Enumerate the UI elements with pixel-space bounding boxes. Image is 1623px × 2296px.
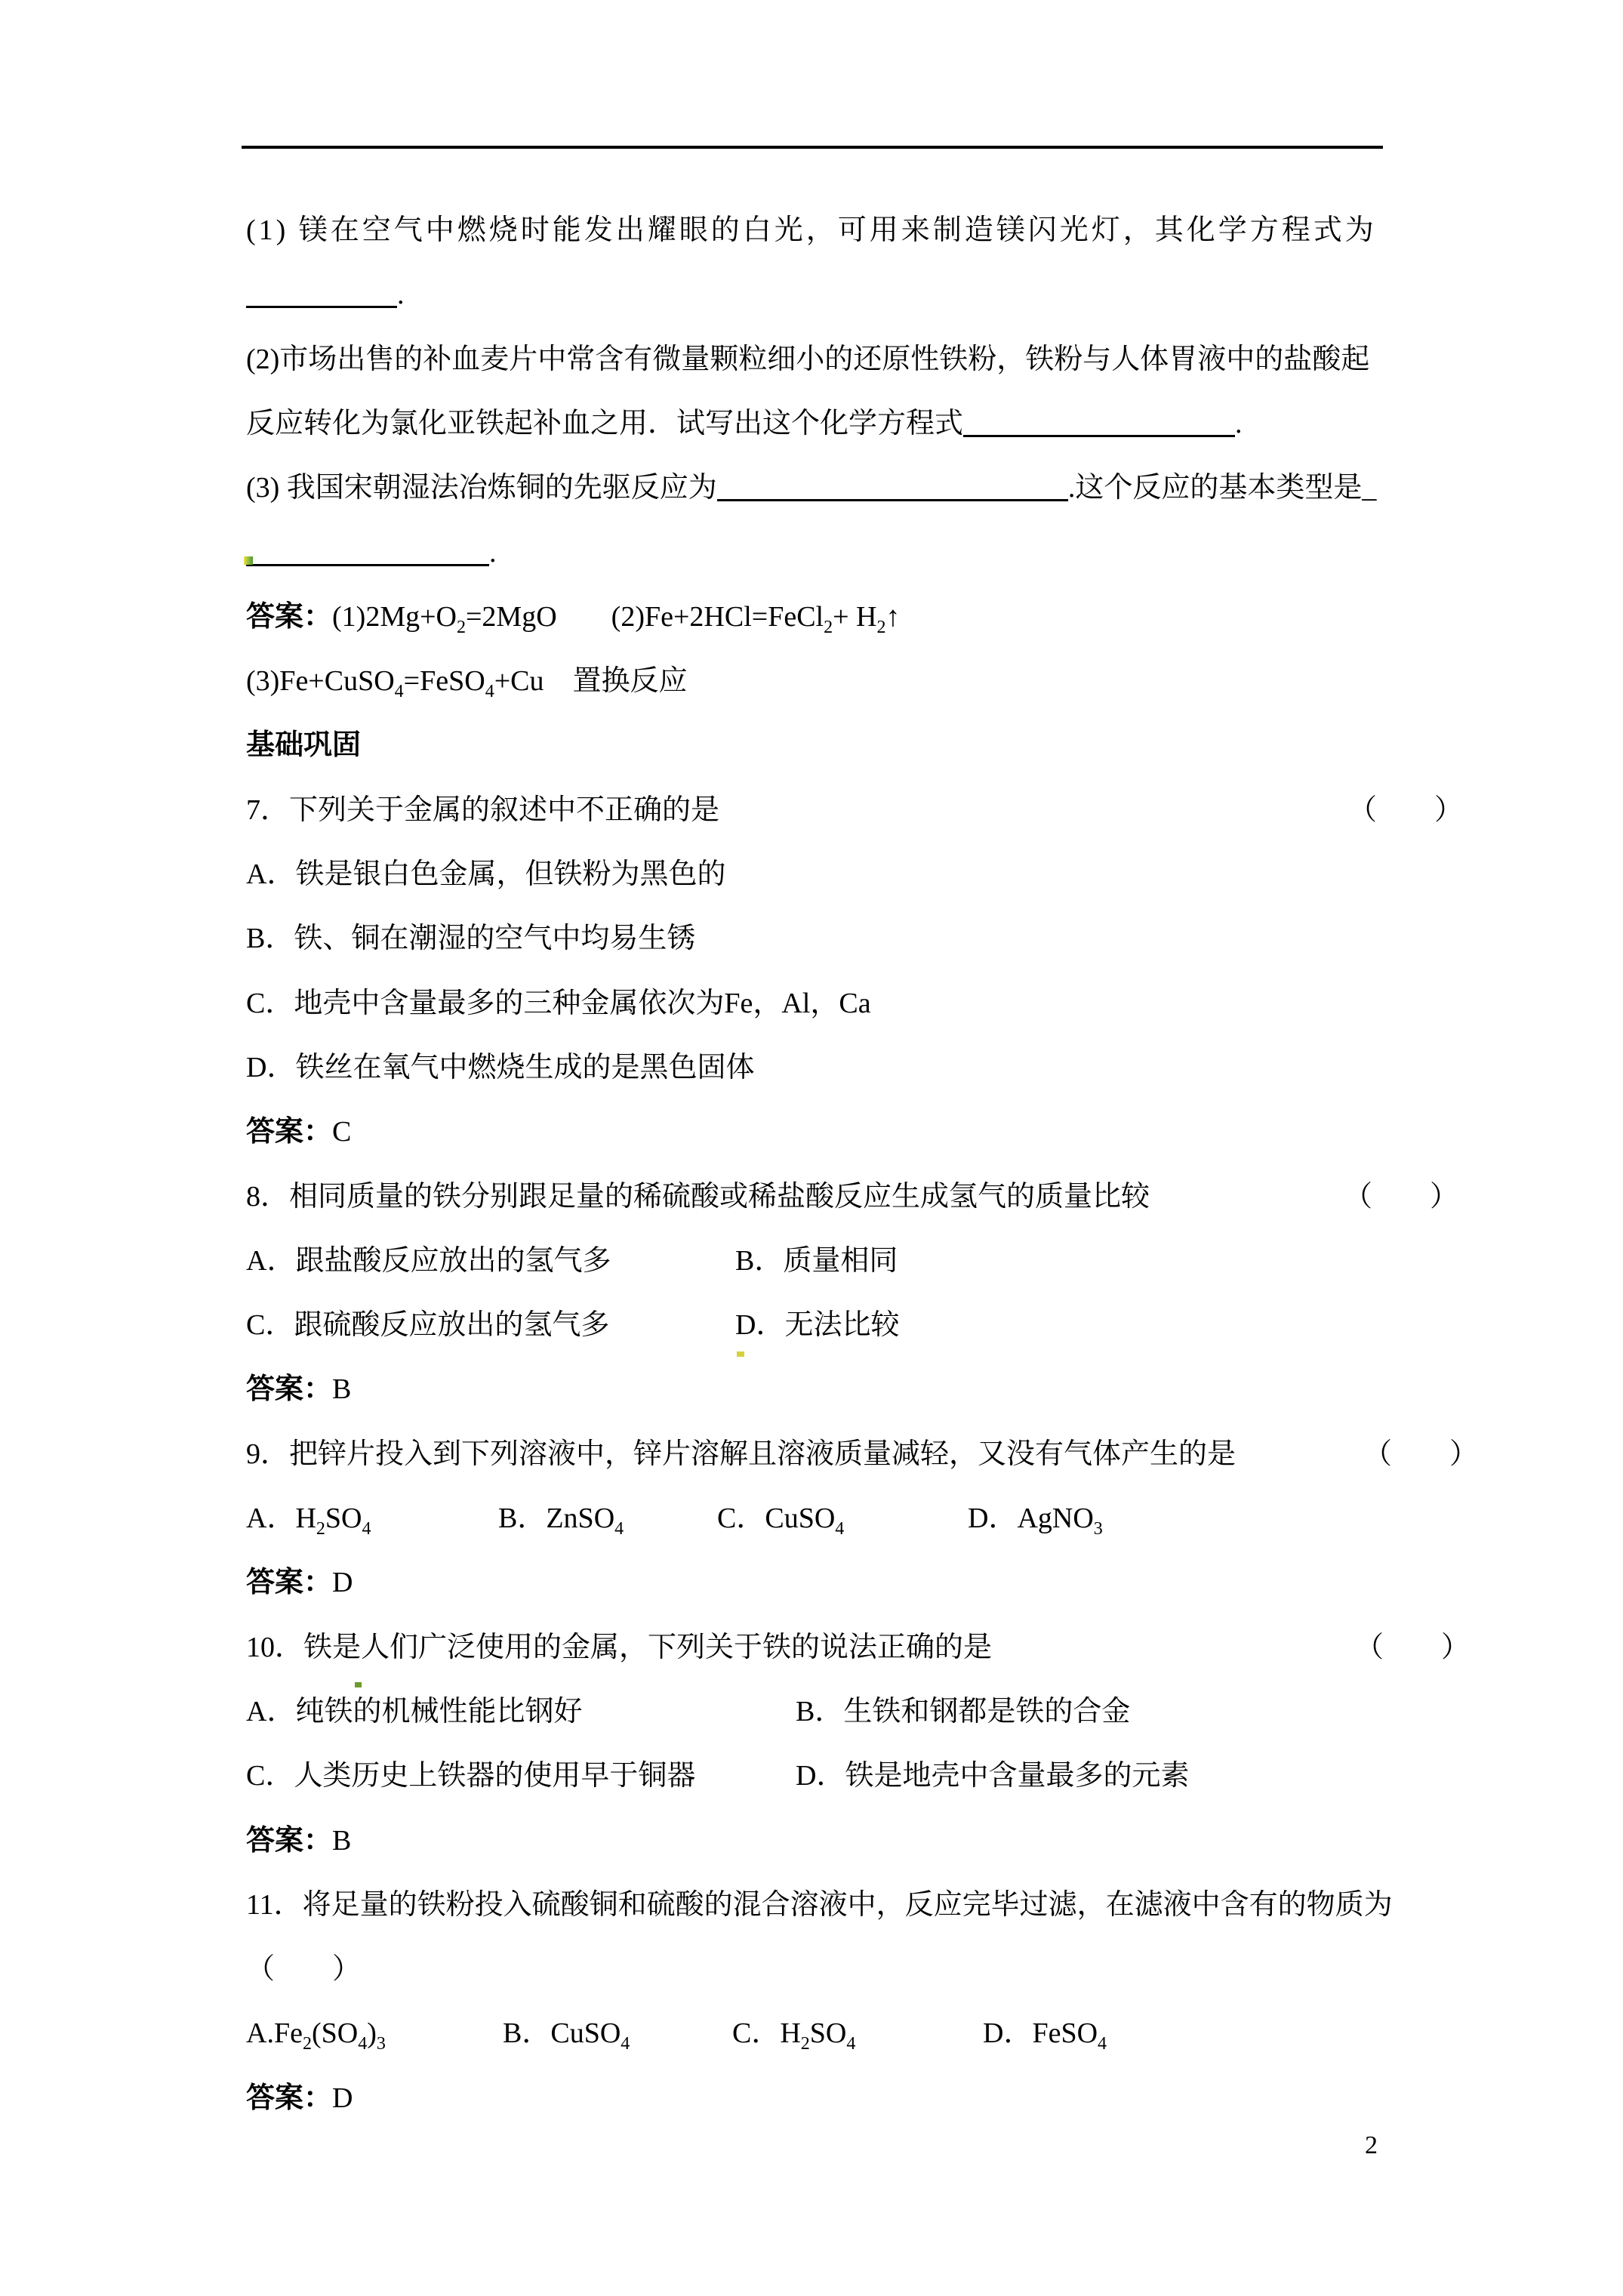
line-fragment: [246, 1758, 695, 1794]
line-text: A．H: [246, 1502, 316, 1534]
line-text: 9．把锌片投入到下列溶液中，锌片溶解且溶液质量减轻，又没有气体产生的是: [246, 1438, 1236, 1470]
line-text: （ ）: [1355, 1632, 1471, 1663]
line-fragment: [717, 1500, 845, 1539]
label-bold-text: 答案：: [246, 601, 333, 633]
line-fragment: [246, 1693, 582, 1730]
q7-option-d: [0, 1049, 1623, 1086]
line-text: D: [332, 2082, 353, 2114]
line-text: + H: [833, 601, 877, 633]
line-text: SO: [325, 1502, 362, 1534]
line-fragment: [246, 792, 719, 828]
line-text: A．跟盐酸反应放出的氢气多: [246, 1245, 611, 1277]
line-text: 反应转化为氯化亚铁起补血之用．试写出这个化学方程式: [246, 408, 964, 439]
line-text: (3)Fe+CuSO: [246, 665, 395, 697]
line-text: B．ZnSO: [498, 1502, 615, 1534]
line-text: (1) 镁在空气中燃烧时能发出耀眼的白光，可用来制造镁闪光灯，其化学方程式为: [246, 214, 1377, 246]
line-text: .: [397, 279, 405, 310]
chemical-subscript: 4: [358, 2034, 368, 2054]
line-text: D．铁丝在氧气中燃烧生成的是黑色固体: [246, 1052, 755, 1083]
line-text: D．铁是地壳中含量最多的元素: [796, 1760, 1190, 1792]
inline-spacer: [557, 618, 611, 626]
line-text: B: [332, 1373, 352, 1405]
line-fragment: [246, 985, 871, 1022]
line-text: 11．将足量的铁粉投入硫酸铜和硫酸的混合溶液中，反应完毕过滤，在滤液中含有的物质为: [246, 1889, 1393, 1921]
line-fragment: [246, 1243, 611, 1279]
chemical-subscript: 4: [362, 1519, 371, 1539]
line-text: 7．下列关于金属的叙述中不正确的是: [246, 794, 720, 826]
line-text: SO: [809, 2017, 847, 2049]
label-bold-text: 基础巩固: [246, 729, 362, 761]
line-fragment: [246, 599, 900, 635]
line-text: .: [1235, 408, 1243, 439]
q7-option-c: [0, 985, 1623, 1022]
line-text: B．铁、铜在潮湿的空气中均易生锈: [246, 923, 696, 954]
line-text: B．CuSO: [503, 2017, 621, 2049]
chemical-subscript: 4: [1098, 2034, 1107, 2054]
line-text: ): [367, 2017, 377, 2049]
line-text: D: [332, 1567, 353, 1598]
q6-part3-text: [0, 470, 1623, 506]
line-fragment: [246, 212, 1377, 248]
line-text: (SO: [311, 2017, 359, 2049]
line-text: C．人类历史上铁器的使用早于铜器: [246, 1760, 696, 1792]
line-text: B．质量相同: [735, 1245, 898, 1277]
line-fragment: [246, 535, 497, 571]
label-bold-text: 答案：: [246, 1825, 333, 1857]
line-fragment: [246, 920, 695, 957]
line-fragment: [246, 2015, 386, 2054]
line-text: （ ）: [1348, 794, 1464, 826]
q7-stem: [0, 792, 1623, 828]
line-text: =2MgO: [466, 601, 557, 633]
line-fragment: [1348, 792, 1463, 828]
line-fragment: [246, 856, 725, 892]
label-bold-text: 答案：: [246, 1567, 333, 1598]
line-text: D．无法比较: [735, 1309, 900, 1341]
smudge-green: [355, 1682, 362, 1687]
line-text: A．铁是银白色金属，但铁粉为黑色的: [246, 858, 726, 890]
q7-answer: [0, 1114, 1623, 1150]
line-fragment: [735, 1243, 898, 1279]
chemical-subscript: 4: [835, 1519, 845, 1539]
label-bold-text: 答案：: [246, 1116, 333, 1148]
line-text: =FeSO: [403, 665, 485, 697]
q6-part2-text-line2: [0, 405, 1623, 442]
chemical-subscript: 2: [800, 2034, 810, 2054]
q11-options: [0, 2015, 1623, 2054]
q10-stem: [0, 1629, 1623, 1666]
line-fragment: [498, 1500, 624, 1539]
chemical-subscript: 4: [621, 2034, 630, 2054]
line-fragment: [732, 2015, 856, 2054]
line-text: C．跟硫酸反应放出的氢气多: [246, 1309, 610, 1341]
q6-part2-text-line1: [0, 341, 1623, 378]
line-fragment: [968, 1500, 1103, 1539]
line-fragment: [246, 1179, 1150, 1215]
page-number: 2: [1365, 2131, 1378, 2159]
line-fragment: [246, 341, 1369, 378]
line-text: （ ）: [1344, 1181, 1459, 1213]
line-fragment: [246, 1564, 353, 1601]
q9-stem: [0, 1436, 1623, 1472]
line-fragment: [246, 663, 687, 699]
line-text: (3) 我国宋朝湿法冶炼铜的先驱反应为: [246, 472, 717, 504]
q8-options-ab: [0, 1243, 1623, 1279]
line-text: B: [332, 1825, 352, 1857]
line-text: C．地壳中含量最多的三种金属依次为Fe，Al，Ca: [246, 988, 871, 1019]
chemical-subscript: 4: [614, 1519, 624, 1539]
line-fragment: [1363, 1436, 1478, 1472]
line-text: （ ）: [246, 1953, 362, 1985]
line-text: 8．相同质量的铁分别跟足量的稀硫酸或稀盐酸反应生成氢气的质量比较: [246, 1181, 1150, 1213]
line-fragment: [246, 1307, 609, 1343]
smudge-green-yellow: [244, 556, 253, 565]
line-text: +Cu 置换反应: [494, 665, 688, 697]
blank-underline: [246, 283, 397, 308]
blank-underline: [246, 541, 489, 566]
chemical-subscript: 2: [824, 618, 833, 637]
q6-part1-text: [0, 212, 1623, 248]
line-fragment: [735, 1307, 899, 1343]
line-fragment: [246, 1887, 1393, 1923]
line-fragment: [246, 1371, 351, 1407]
line-text: C: [332, 1116, 352, 1148]
blank-underline: [963, 412, 1235, 437]
q7-option-a: [0, 856, 1623, 892]
line-fragment: [796, 1693, 1130, 1730]
chemical-subscript: 3: [376, 2034, 386, 2054]
line-fragment: [1355, 1629, 1470, 1666]
line-text: （ ）: [1363, 1438, 1479, 1470]
chemical-subscript: 4: [485, 682, 494, 701]
line-fragment: [246, 1049, 754, 1086]
line-fragment: [246, 1629, 992, 1666]
line-text: B．生铁和钢都是铁的合金: [796, 1696, 1131, 1727]
line-text: A．纯铁的机械性能比钢好: [246, 1696, 583, 1727]
chemical-subscript: 2: [876, 618, 886, 637]
q11-answer: [0, 2080, 1623, 2116]
chemical-subscript: 2: [316, 1519, 325, 1539]
line-text: A.Fe: [246, 2017, 303, 2049]
line-fragment: [246, 727, 361, 763]
line-fragment: [246, 1951, 361, 1987]
line-text: (2)市场出售的补血麦片中常含有微量颗粒细小的还原性铁粉，铁粉与人体胃液中的盐酸起: [246, 344, 1370, 375]
line-text: C．H: [732, 2017, 801, 2049]
section-heading: [0, 727, 1623, 763]
header-rule: [242, 146, 1383, 149]
chemical-subscript: 2: [457, 618, 466, 637]
line-text: (2)Fe+2HCl=FeCl: [611, 601, 824, 633]
q10-options-cd: [0, 1758, 1623, 1794]
q6-answer-line1: [0, 599, 1623, 635]
chemical-subscript: 2: [302, 2034, 312, 2054]
label-bold-text: 答案：: [246, 1373, 333, 1405]
line-text: (1)2Mg+O: [332, 601, 457, 633]
q8-stem: [0, 1179, 1623, 1215]
q6-answer-line2: [0, 663, 1623, 699]
q10-options-ab: [0, 1693, 1623, 1730]
line-fragment: [246, 2080, 353, 2116]
blank-underline: [717, 476, 1068, 501]
q7-option-b: [0, 920, 1623, 957]
q6-part1-blank: [0, 276, 1623, 313]
line-text: .: [489, 537, 497, 569]
smudge-yellow: [737, 1351, 744, 1357]
line-fragment: [1344, 1179, 1458, 1215]
q9-options: [0, 1500, 1623, 1539]
q9-answer: [0, 1564, 1623, 1601]
line-text: D．FeSO: [983, 2017, 1098, 2049]
line-fragment: [246, 276, 405, 313]
line-fragment: [503, 2015, 630, 2054]
line-fragment: [246, 470, 1376, 506]
line-text: D．AgNO: [968, 1502, 1094, 1534]
label-bold-text: 答案：: [246, 2082, 333, 2114]
line-fragment: [246, 1823, 351, 1859]
line-text: ↑: [885, 601, 901, 633]
q10-answer: [0, 1823, 1623, 1859]
chemical-subscript: 4: [846, 2034, 856, 2054]
line-text: 10．铁是人们广泛使用的金属，下列关于铁的说法正确的是: [246, 1632, 993, 1663]
line-fragment: [983, 2015, 1107, 2054]
line-fragment: [246, 1436, 1236, 1472]
line-text: .这个反应的基本类型是_: [1067, 472, 1377, 504]
line-text: C．CuSO: [717, 1502, 836, 1534]
line-fragment: [246, 1114, 351, 1150]
q11-stem-brackets: [0, 1951, 1623, 1987]
line-fragment: [246, 405, 1243, 442]
chemical-subscript: 3: [1093, 1519, 1103, 1539]
q11-stem-line1: [0, 1887, 1623, 1923]
chemical-subscript: 4: [394, 682, 404, 701]
line-fragment: [796, 1758, 1189, 1794]
line-fragment: [246, 1500, 371, 1539]
q6-part3-blank: [0, 535, 1623, 571]
q8-options-cd: [0, 1307, 1623, 1343]
q8-answer: [0, 1371, 1623, 1407]
